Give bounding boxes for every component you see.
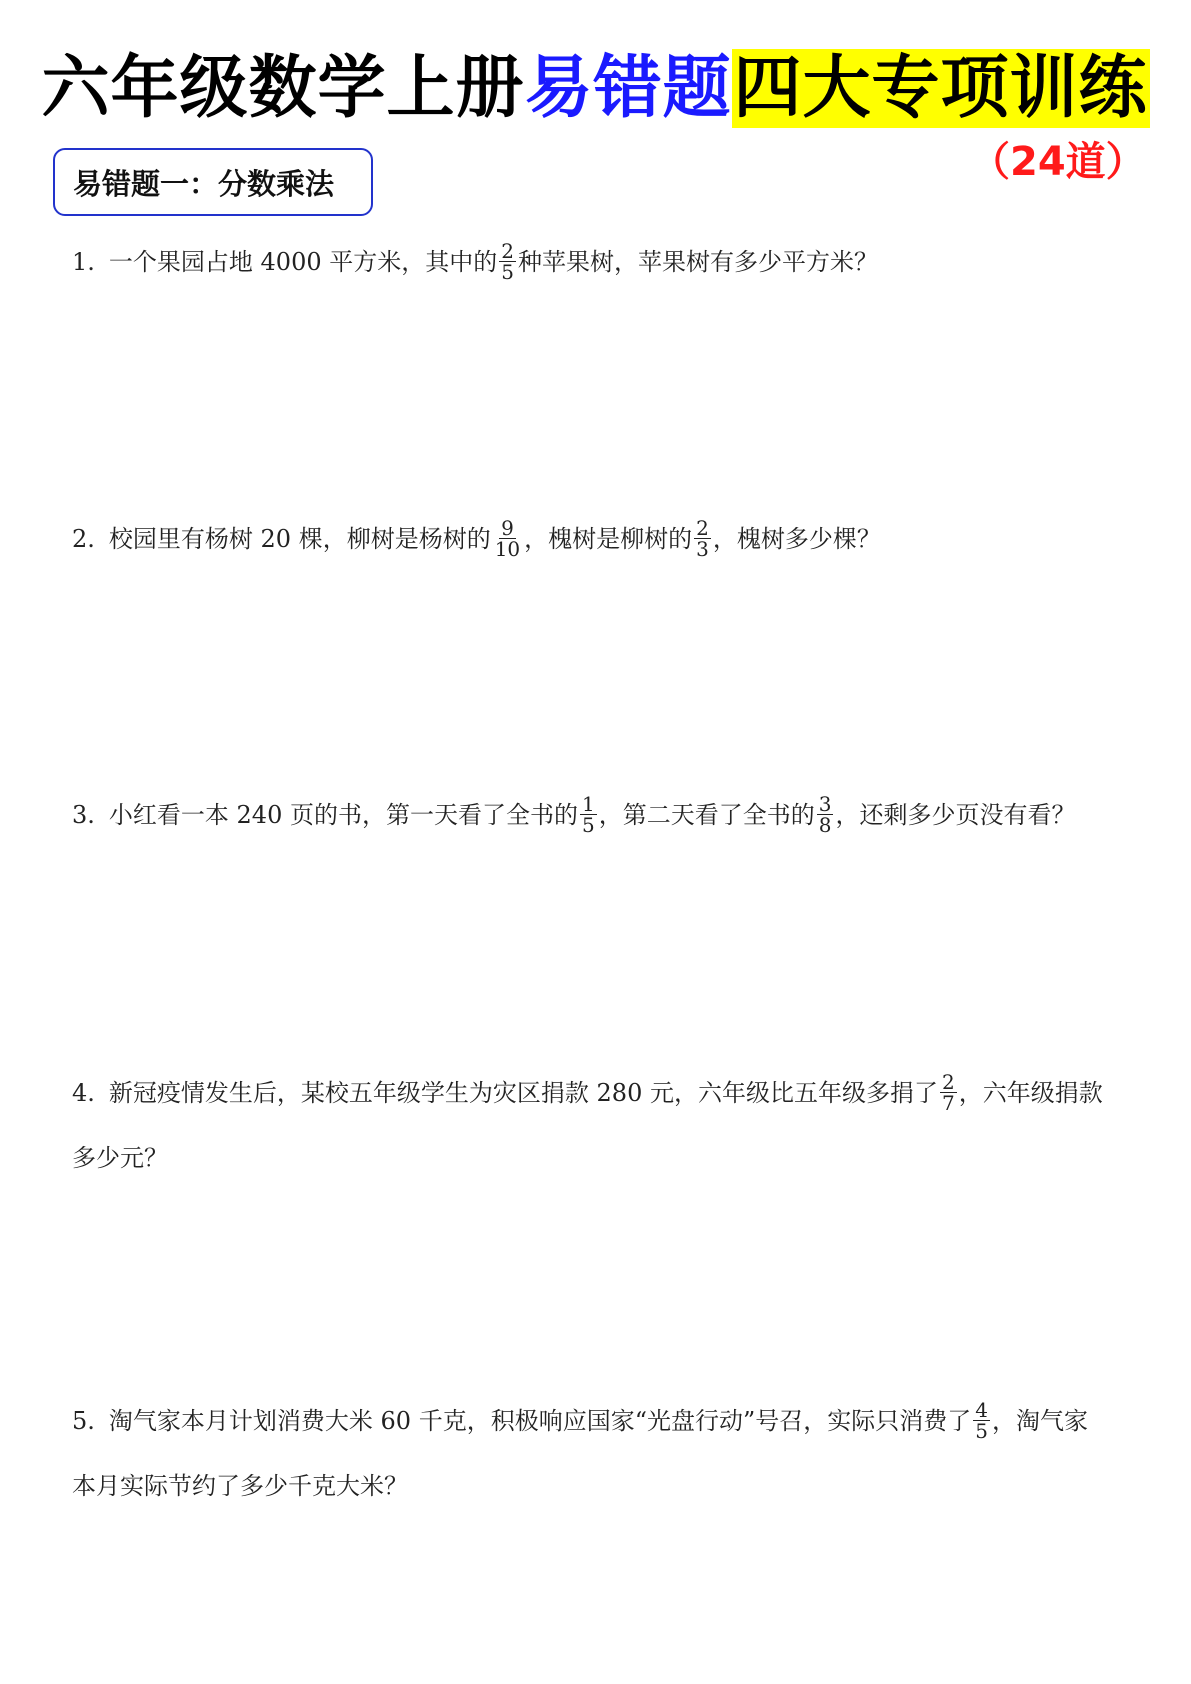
fraction-numerator: 9 [501,516,514,540]
question-number: 3. [72,800,95,829]
question-text: 新冠疫情发生后，某校五年级学生为灾区捐款 280 元，六年级比五年级多捐了 [108,1078,938,1107]
question-text: ，六年级捐款 [958,1078,1103,1107]
fraction [499,241,516,282]
fraction-denominator: 5 [975,1419,988,1443]
fraction-numerator: 2 [501,239,514,263]
question-text: 校园里有杨树 20 棵，柳树是杨树的 [108,524,491,553]
question-text: ，槐树多少棵？ [712,524,881,553]
fraction [973,1400,990,1441]
page-title [0,46,1191,132]
section-heading-label: 易错题一：分数乘法 [73,166,335,201]
title-part-grade: 六年级数学上册 [41,49,525,128]
fraction [580,794,597,835]
question-count-label: （24道） [970,139,1146,185]
question-number: 5. [72,1406,95,1435]
question-text: 一个果园占地 4000 平方米，其中的 [108,247,498,276]
question-text: ，淘气家 [991,1406,1088,1435]
fraction-numerator: 3 [818,792,832,816]
fraction-denominator: 10 [494,537,521,561]
question-text: 淘气家本月计划消费大米 60 千克，积极响应国家“光盘行动”号召，实际只消费了 [108,1406,972,1435]
fraction-denominator: 5 [501,260,514,284]
question-text: 小红看一本 240 页的书，第一天看了全书的 [108,800,578,829]
question-2 [72,518,1132,559]
fraction-denominator: 3 [696,537,709,561]
question-number: 4. [72,1078,95,1107]
question-text-continued: 本月实际节约了多少千克大米？ [72,1472,408,1500]
question-text: 种苹果树，苹果树有多少平方米？ [517,247,878,276]
fraction-numerator: 4 [975,1398,988,1422]
fraction-denominator: 5 [581,813,595,837]
question-text: ，第二天看了全书的 [598,800,815,829]
fraction [817,794,834,835]
question-1 [72,241,1132,282]
title-part-error-prone: 易错题 [524,49,732,128]
question-text: ，槐树是柳树的 [524,524,693,553]
fraction-numerator: 2 [941,1070,955,1094]
fraction [940,1072,957,1113]
question-text: ，还剩多少页没有看？ [835,800,1076,829]
question-number: 2. [72,524,95,553]
question-5 [72,1400,1132,1501]
fraction-denominator: 8 [818,813,832,837]
question-3 [72,794,1132,835]
fraction-numerator: 2 [696,516,709,540]
question-text-continued: 多少元？ [72,1144,168,1172]
question-4 [72,1072,1132,1173]
question-number: 1. [72,247,95,276]
section-heading [53,148,373,216]
fraction-numerator: 1 [581,792,595,816]
fraction [694,518,711,559]
fraction-denominator: 7 [941,1091,955,1115]
title-part-training: 四大专项训练 [733,49,1148,128]
fraction [493,518,522,559]
